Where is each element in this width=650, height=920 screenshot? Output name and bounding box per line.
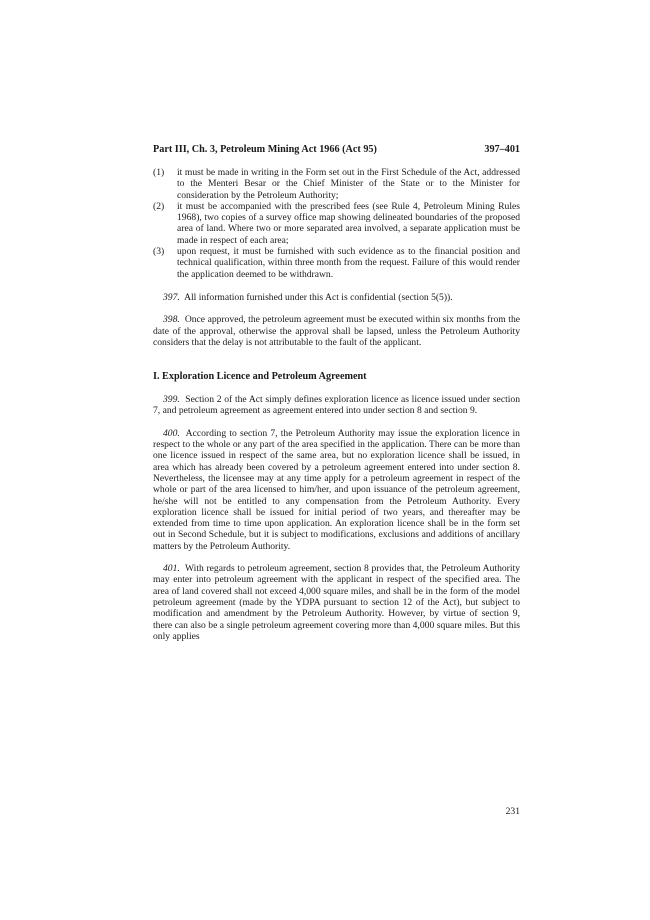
list-item-text: it must be accompanied with the prescribed fees (see Rule 4, Petroleum Mining Rules 1968), two copies of a survey office map showing delineated boundaries of the proposed area of land. Where two or more separated area involved, a separate application must be made in respect of each area; <box>177 200 520 246</box>
list-item-number: (1) <box>153 167 165 178</box>
paragraph-text: Section 2 of the Act simply defines exploration licence as licence issued under section 7, and petroleum agreement as agreement entered into under section 8 and section 9. <box>153 394 520 417</box>
paragraph-text: According to section 7, the Petroleum Authority may issue the exploration licence in respect to the whole or any part of the area specified in the application. There can be more than one licence issued in respect of the same area, but no exploration licence shall be issued, in area which has already been covered by a petroleum agreement entered into under section 8. Nevertheless, the licensee may at any time apply for a petroleum agreement in respect of the whole or part of the area licensed to him/her, and upon issuance of the petroleum agreement, he/she will not be entitled to any compensation from the Petroleum Authority. Every exploration licence shall be issued for initial period of two years, and thereafter may be extended from time to time upon application. An exploration licence shall be in the form set out in Second Schedule, but it is subject to modifications, exclusions and additions of ancillary matters by the Petroleum Authority. <box>153 427 520 552</box>
paragraph-number: 400. <box>163 427 180 439</box>
paragraph-number: 399. <box>163 394 180 406</box>
paragraph-text: All information furnished under this Act is confidential (section 5(5)). <box>184 291 453 303</box>
requirements-list <box>153 167 520 280</box>
paragraph-text: With regards to petroleum agreement, section 8 provides that, the Petroleum Authority may enter into petroleum agreement with the applicant in respect of the specified area. The area of land covered shall not exceed 4,000 square miles, and shall be in the form of the model petroleum agreement (made by the YDPA pursuant to section 12 of the Act), but subject to modification and amendment by the Petroleum Authority. However, by virtue of section 9, there can also be a single petroleum agreement covering more than 4,000 square miles. But this only applies <box>153 563 520 642</box>
list-item-text: upon request, it must be furnished with such evidence as to the financial position and technical qualification, within three month from the request. Failure of this would render the application deemed to be withdrawn. <box>177 246 520 280</box>
paragraph-text: Once approved, the petroleum agreement must be executed within six months from the date of the approval, otherwise the approval shall be lapsed, unless the Petroleum Authority considers that the delay is not attributable to the fault of the applicant. <box>153 314 520 348</box>
paragraph-397 <box>153 292 520 303</box>
paragraph-398 <box>153 314 520 348</box>
paragraph-399 <box>153 394 520 417</box>
page-number: 231 <box>505 806 520 817</box>
list-item <box>153 201 520 246</box>
paragraph-number: 401. <box>163 563 180 575</box>
paragraph-401 <box>153 563 520 642</box>
section-heading: I. Exploration Licence and Petroleum Agreement <box>153 371 367 383</box>
running-head-range: 397–401 <box>484 144 520 155</box>
paragraph-number: 397. <box>163 291 180 303</box>
list-item-text: it must be made in writing in the Form set out in the First Schedule of the Act, addressed to the Menteri Besar or the Chief Minister of the State or to the Minister for consideration by the Petroleum Authority; <box>177 167 520 201</box>
list-item <box>153 167 520 201</box>
list-item <box>153 246 520 280</box>
page-body <box>153 144 520 642</box>
paragraph-number: 398. <box>163 314 180 326</box>
running-head-title: Part III, Ch. 3, Petroleum Mining Act 1966 (Act 95) <box>153 144 377 155</box>
paragraph-400 <box>153 428 520 552</box>
list-item-number: (2) <box>153 200 165 212</box>
list-item-number: (3) <box>153 246 165 258</box>
running-head <box>153 144 520 156</box>
